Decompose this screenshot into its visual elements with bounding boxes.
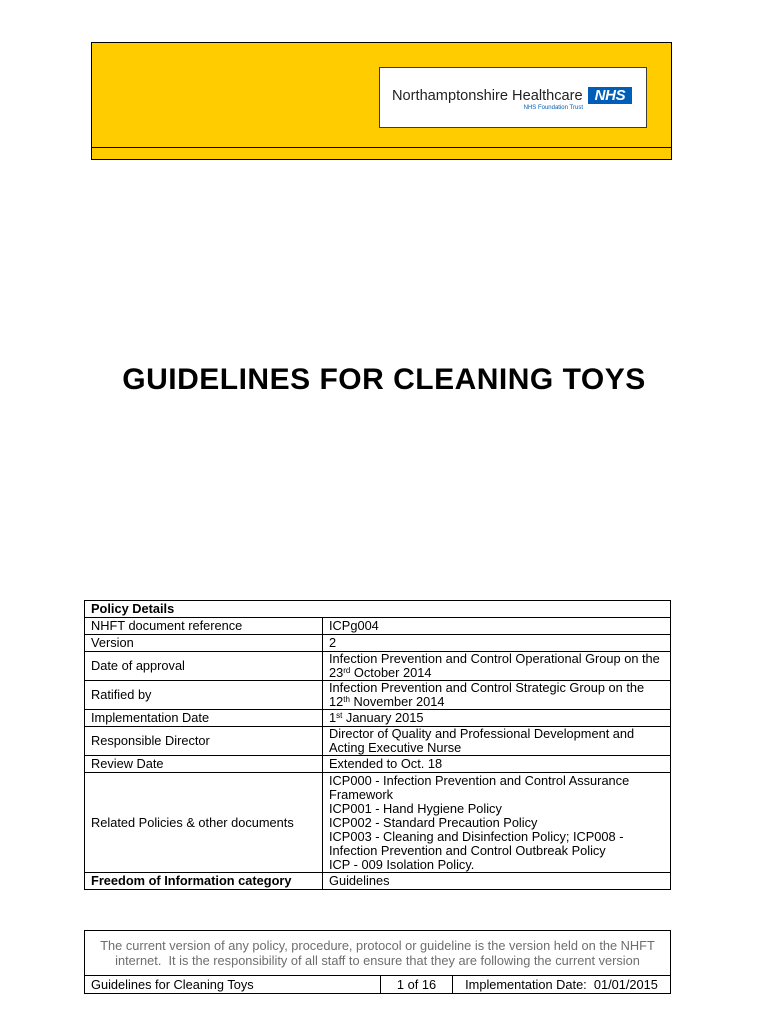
footer-notice-row <box>85 931 671 976</box>
table-row <box>85 601 671 618</box>
related-document: ICP003 - Cleaning and Disinfection Policy; ICP008 - Infection Prevention and Control Outbreak Policy <box>329 828 624 858</box>
value-text: 1 <box>329 710 337 725</box>
value-text: Infection Prevention and Control Strategic Group on the 12 <box>329 680 645 709</box>
value-text: Infection Prevention and Control Operational Group on the 23 <box>329 651 660 680</box>
table-row <box>85 681 671 710</box>
table-row <box>85 710 671 727</box>
row-value <box>323 773 671 873</box>
related-document: ICP001 - Hand Hygiene Policy <box>329 800 502 816</box>
table-row <box>85 873 671 890</box>
table-row <box>85 618 671 635</box>
row-label: Ratified by <box>85 681 323 710</box>
ordinal-suffix: st <box>336 711 343 720</box>
page-number: 1 of 16 <box>381 976 453 994</box>
row-value: ICPg004 <box>323 618 671 635</box>
footer-document-title: Guidelines for Cleaning Toys <box>85 976 381 994</box>
table-row <box>85 635 671 652</box>
row-value: Extended to Oct. 18 <box>323 756 671 773</box>
row-label: Freedom of Information category <box>85 873 323 890</box>
related-document: ICP002 - Standard Precaution Policy <box>329 814 538 830</box>
page-footer <box>84 930 671 994</box>
ordinal-suffix: th <box>343 695 350 704</box>
row-label: NHFT document reference <box>85 618 323 635</box>
related-document: ICP - 009 Isolation Policy. <box>329 856 475 872</box>
row-value: Director of Quality and Professional Development and Acting Executive Nurse <box>323 727 671 756</box>
row-label: Related Policies & other documents <box>85 773 323 873</box>
row-value: 2 <box>323 635 671 652</box>
table-row <box>85 773 671 873</box>
document-title: GUIDELINES FOR CLEANING TOYS <box>122 363 646 396</box>
related-document: ICP000 - Infection Prevention and Control Assurance Framework <box>329 772 630 802</box>
table-row <box>85 652 671 681</box>
row-label: Implementation Date <box>85 710 323 727</box>
row-label: Date of approval <box>85 652 323 681</box>
policy-details-heading: Policy Details <box>85 601 671 618</box>
row-value <box>323 710 671 727</box>
policy-details-table <box>84 600 671 890</box>
header-divider <box>92 147 671 148</box>
table-row <box>85 756 671 773</box>
row-value <box>323 652 671 681</box>
ordinal-suffix: rd <box>343 666 351 675</box>
value-text: October 2014 <box>350 665 432 680</box>
org-name: Northamptonshire Healthcare <box>392 88 583 104</box>
value-text: November 2014 <box>349 694 445 709</box>
row-value: Guidelines <box>323 873 671 890</box>
table-row <box>85 727 671 756</box>
row-label: Version <box>85 635 323 652</box>
nhs-logo: NHS <box>588 87 632 104</box>
trust-type: NHS Foundation Trust <box>523 105 583 111</box>
footer-meta-row <box>85 976 671 994</box>
version-notice: The current version of any policy, procedure, protocol or guideline is the version held on the NHFT internet. It is the responsibility of all staff to ensure that they are following the current version <box>85 931 671 976</box>
value-text: January 2015 <box>342 710 424 725</box>
row-label: Review Date <box>85 756 323 773</box>
trust-logo <box>379 67 647 128</box>
row-label: Responsible Director <box>85 727 323 756</box>
row-value <box>323 681 671 710</box>
footer-implementation-date: Implementation Date: 01/01/2015 <box>453 976 671 994</box>
